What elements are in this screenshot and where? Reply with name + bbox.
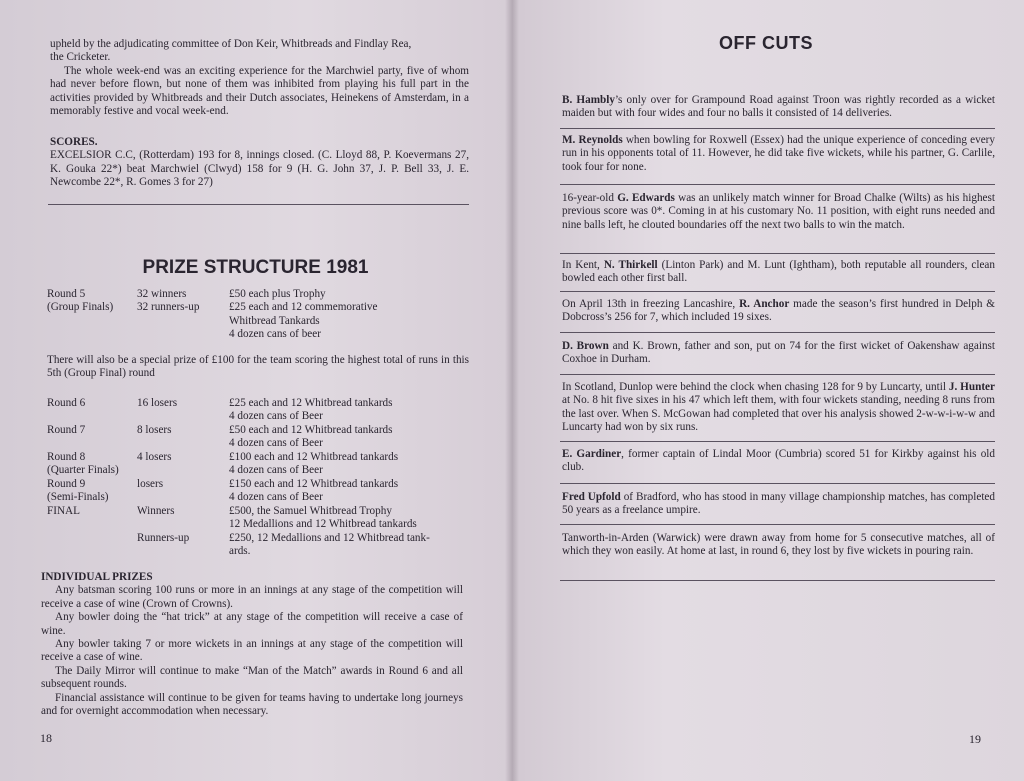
individual-paragraph: Any bowler doing the “hat trick” at any stage of the competition will receive a case of wine.: [41, 611, 463, 637]
individual-paragraph: Any bowler taking 7 or more wickets in an innings at any stage of the competition will receive a case of wine.: [41, 638, 463, 664]
prize-text: ards.: [229, 545, 251, 558]
individual-paragraph: Any batsman scoring 100 runs or more in an innings at any stage of the competition will receive a case of wine (Crown of Crowns).: [41, 584, 463, 610]
prize-text: £100 each and 12 Whitbread tankards: [229, 451, 399, 463]
prize-text: £50 each and 12 Whitbread tankards: [229, 424, 393, 436]
player-name: N. Thirkell: [603, 259, 658, 271]
item-text: , former captain of Lindal Moor (Cumbria) scored 51 for Kirkby against his old club.: [562, 448, 995, 474]
prize-text: 12 Medallions and 12 Whitbread tankards: [229, 518, 417, 531]
list-item: [562, 298, 995, 325]
individual-prizes-block: [41, 571, 463, 718]
scores-heading: SCORES.: [50, 136, 98, 148]
page-number: 19: [969, 732, 981, 746]
prize-structure-title: PRIZE STRUCTURE 1981: [142, 257, 369, 278]
item-text: of Bradford, who has stood in many village championship matches, has completed 50 years as a freelance umpire.: [562, 491, 995, 517]
group-label: 32 winners: [137, 288, 187, 300]
page-gutter: [505, 0, 519, 781]
prize-text: £250, 12 Medallions and 12 Whitbread tank-: [229, 532, 430, 544]
rounds-table: [47, 397, 477, 562]
divider: [560, 441, 995, 442]
intro-block: [50, 38, 469, 118]
table-row: [47, 505, 477, 532]
prize-text: £150 each and 12 Whitbread tankards: [229, 478, 399, 490]
off-cuts-title: OFF CUTS: [719, 33, 813, 53]
intro-line: the Cricketer.: [50, 51, 111, 64]
group-label: losers: [137, 478, 164, 490]
divider: [48, 204, 469, 205]
item-text: ’s only over for Grampound Road against Troon was rightly recorded as a wicket maiden but with four wides and four no balls it consisted of 14 deliveries.: [562, 94, 995, 120]
item-text: On April 13th in freezing Lancashire,: [562, 298, 740, 310]
weekend-paragraph: The whole week-end was an exciting experience for the Marchwiel party, five of whom had never before flown, but none of them was inhibited from playing his full part in the activities provided by Whitbreads and their Dutch associates, Heinekens of Amsterdam, in a memorably festive and vocal week-end.: [50, 64, 469, 118]
list-item: [562, 381, 995, 435]
group-label: Runners-up: [137, 532, 190, 544]
item-text: (Linton Park) and M. Lunt (Ightham), both reputable all rounders, clean bowled each other first ball.: [562, 259, 995, 285]
divider: [560, 580, 995, 581]
prize-text: £25 each and 12 commemorative: [229, 301, 378, 314]
prize-text: 4 dozen cans of beer: [229, 328, 321, 341]
prize-text: 4 dozen cans of Beer: [229, 410, 323, 423]
prize-text: 4 dozen cans of Beer: [229, 464, 323, 477]
item-text: In Scotland, Dunlop were behind the clock when chasing 128 for 9 by Luncarty, until: [562, 381, 949, 393]
player-name: B. Hambly: [562, 94, 615, 106]
table-row: [47, 532, 477, 559]
prize-text: £500, the Samuel Whitbread Trophy: [229, 505, 392, 517]
round-label: Round 7: [47, 424, 86, 436]
list-item: [562, 340, 995, 367]
divider: [560, 332, 995, 333]
player-name: G. Edwards: [617, 192, 675, 204]
table-row: [47, 397, 477, 424]
prize-text: £50 each plus Trophy: [229, 288, 326, 300]
list-item: [562, 192, 995, 232]
player-name: D. Brown: [562, 340, 609, 352]
divider: [560, 483, 995, 484]
individual-prizes-heading: INDIVIDUAL PRIZES: [41, 571, 153, 583]
round-sub-label: (Quarter Finals): [47, 464, 119, 477]
divider: [560, 374, 995, 375]
player-name: Fred Upfold: [562, 491, 621, 503]
round-label: Round 9: [47, 478, 86, 490]
scores-text: EXCELSIOR C.C, (Rotterdam) 193 for 8, innings closed. (C. Lloyd 88, P. Koevermans 27, K. Gouka 22*) beat Marchwiel (Clwyd) 158 for 9 (H. G. John 37, J. P. Bell 33, J. E. Newcombe 22*, R. Gomes 3 for 27): [50, 149, 469, 189]
individual-paragraph: Financial assistance will continue to be given for teams having to undertake long journeys and for overnight accommodation when necessary.: [41, 691, 463, 718]
list-item: [562, 448, 995, 475]
prize-text: £25 each and 12 Whitbread tankards: [229, 397, 393, 409]
item-text: 16-year-old: [562, 192, 618, 204]
round-label: Round 6: [47, 397, 86, 409]
group-label: 32 runners-up: [137, 301, 200, 314]
table-row: [47, 424, 477, 451]
list-item: [562, 259, 995, 286]
table-row: [47, 451, 477, 478]
intro-line: upheld by the adjudicating committee of Don Keir, Whitbreads and Findlay Rea,: [50, 38, 412, 50]
round-label: Round 5: [47, 288, 86, 300]
divider: [560, 253, 995, 254]
player-name: E. Gardiner: [562, 448, 622, 460]
prize-text: 4 dozen cans of Beer: [229, 491, 323, 504]
prize-text: 4 dozen cans of Beer: [229, 437, 323, 450]
item-text: In Kent,: [562, 259, 604, 271]
group-label: 16 losers: [137, 397, 178, 409]
divider: [560, 524, 995, 525]
scores-block: [50, 136, 469, 190]
page-number: 18: [40, 731, 52, 745]
list-item: [562, 491, 995, 518]
round-sub-label: (Semi-Finals): [47, 491, 109, 504]
list-item: [562, 532, 995, 559]
divider: [560, 184, 995, 185]
round5-table: [47, 288, 477, 344]
player-name: R. Anchor: [739, 298, 790, 310]
item-text: at No. 8 hit five sixes in his 47 which left them, with four wickets standing, needing 8 runs from the last over. When S. McGowan had completed that over his analysis showed 2-w-w-i-w-w and Luncarty had won by six runs.: [562, 394, 995, 434]
item-text: when bowling for Roxwell (Essex) had the unique experience of conceding every run in his opponents total of 11. However, he did take five wickets, while his partner, G. Carlile, took four for none.: [562, 134, 995, 173]
player-name: J. Hunter: [948, 381, 995, 393]
divider: [560, 128, 995, 129]
item-text: made the season’s first hundred in Delph & Dobcross’s 256 for 7, which included 19 sixes.: [562, 298, 995, 324]
player-name: M. Reynolds: [562, 134, 623, 146]
round-label: Round 8: [47, 451, 86, 463]
table-row: [47, 478, 477, 505]
group-label: Winners: [137, 505, 175, 517]
item-text: and K. Brown, father and son, put on 74 for the first wicket of Oakenshaw against Coxhoe in Durham.: [562, 340, 996, 366]
list-item: [562, 134, 995, 174]
item-text: Tanworth-in-Arden (Warwick) were drawn away from home for 5 consecutive matches, all of which they won easily. At home at last, in round 6, they lost by five wickets in pouring rain.: [562, 532, 995, 558]
round-label: FINAL: [47, 505, 80, 517]
item-text: was an unlikely match winner for Broad Chalke (Wilts) as his highest previous score was 0*. Coming in at his customary No. 11 position, with eight runs needed and nine balls left, he clouted boundaries off the next two balls to win the match.: [562, 192, 995, 231]
right-page: [512, 0, 1024, 781]
special-prize-text: There will also be a special prize of £100 for the team scoring the highest total of runs in this 5th (Group Final) round: [47, 354, 469, 380]
group-label: 4 losers: [137, 451, 172, 463]
list-item: [562, 94, 995, 121]
individual-paragraph: The Daily Mirror will continue to make “Man of the Match” awards in Round 6 and all subsequent rounds.: [41, 664, 463, 691]
divider: [560, 291, 995, 292]
group-label: 8 losers: [137, 424, 172, 436]
round-sub-label: (Group Finals): [47, 301, 114, 314]
prize-text: Whitbread Tankards: [229, 314, 320, 327]
